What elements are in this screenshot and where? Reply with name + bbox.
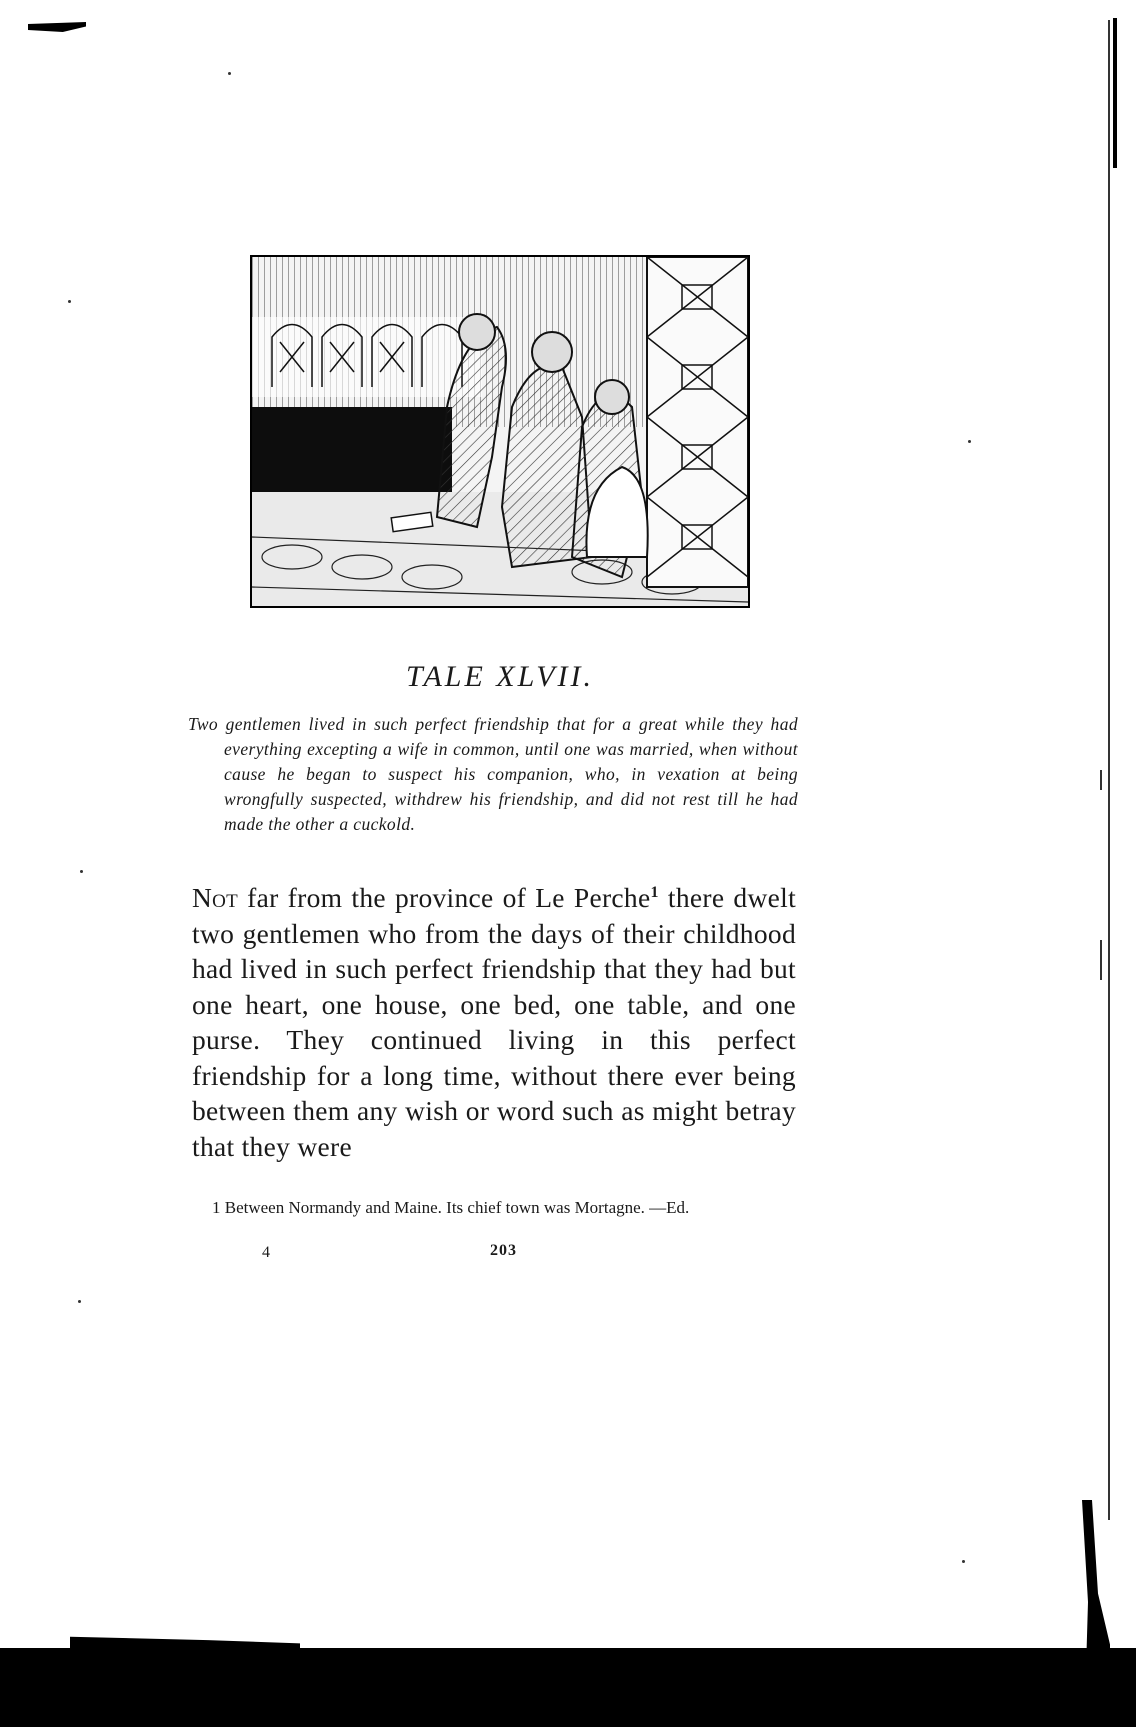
signature-mark: 4 (262, 1244, 270, 1261)
page-number: 203 (490, 1242, 517, 1259)
engraving-illustration-art (252, 257, 748, 606)
footnote-reference: 1 (650, 883, 659, 901)
binding-shadow (1070, 1500, 1110, 1670)
scan-speck (80, 870, 83, 873)
footnote (192, 1196, 802, 1220)
scan-edge (1113, 18, 1117, 168)
scan-bottom-border (0, 1648, 1136, 1727)
scan-artifact (70, 1628, 300, 1650)
body-text-part: far from the province of Le Perche (238, 882, 651, 913)
scan-speck (968, 440, 971, 443)
footnote-marker: 1 (212, 1198, 221, 1217)
scan-speck (962, 1560, 965, 1563)
engraving-illustration (250, 255, 750, 608)
tale-summary: Two gentlemen lived in such perfect friendship that for a great while they had everything excepting a wife in common, until one was married, when without cause he began to suspect his companion, who, in vexation at being wrongfully suspected, withdrew his friendship, and did not rest till he had made the other a cuckold. (188, 714, 798, 834)
scan-speck (1100, 770, 1102, 790)
tale-title: TALE XLVII. (406, 660, 594, 693)
opening-word: Not (192, 882, 239, 913)
body-text-part: there dwelt two gentlemen who from the days of their childhood had lived in such perfect friendship that they had but one heart, one house, one bed, one table, and one purse. They continued living in this perfect friendship for a long time, without there ever being between them any wish or word such as might betray that they were (192, 882, 797, 1162)
scan-speck (228, 72, 231, 75)
scan-speck (1100, 940, 1102, 980)
scan-speck (78, 1300, 81, 1303)
scan-artifact (28, 22, 86, 32)
body-paragraph (192, 880, 796, 1164)
scan-speck (68, 300, 71, 303)
scan-edge (1108, 20, 1110, 1520)
footnote-text: Between Normandy and Maine. Its chief town was Mortagne. —Ed. (224, 1198, 690, 1217)
